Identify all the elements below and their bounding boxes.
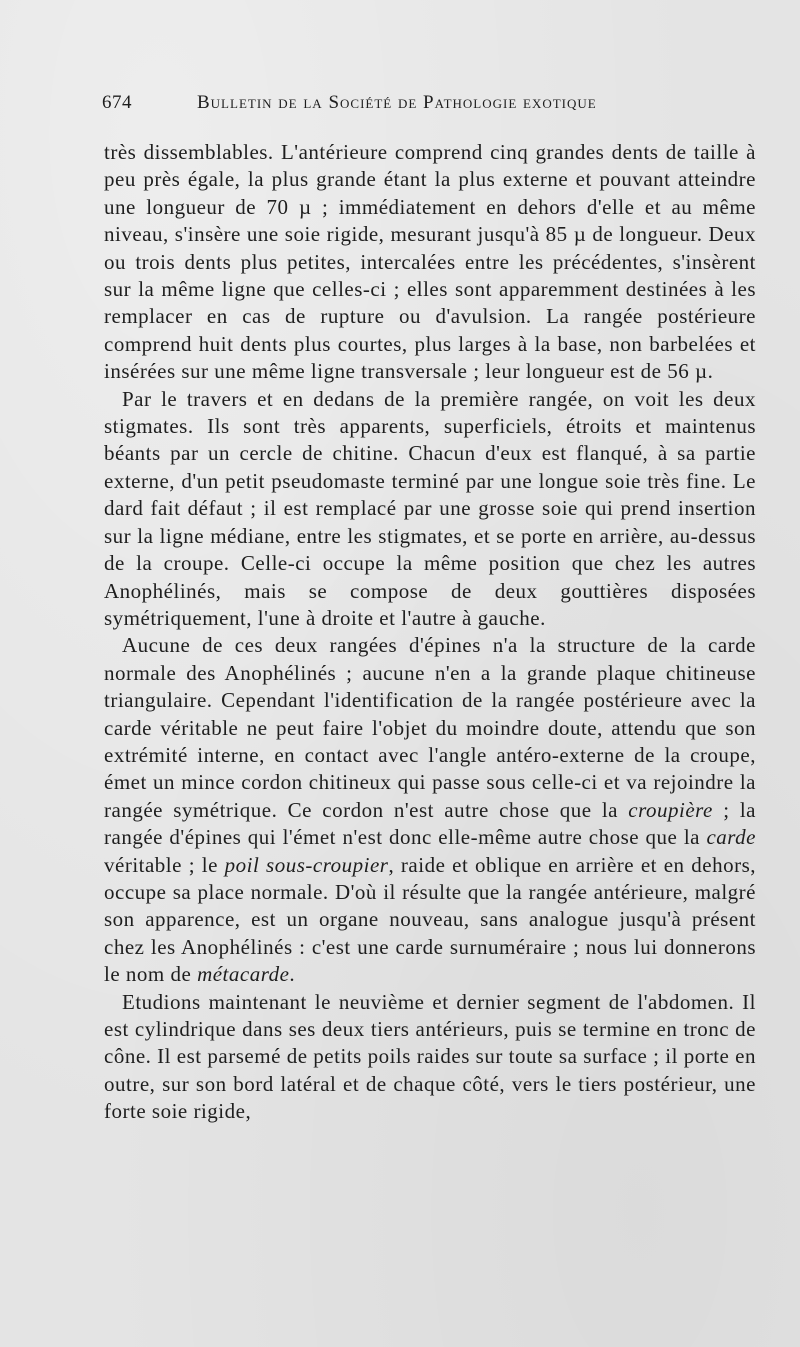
paragraph-3-text-c: véritable ; le: [104, 852, 225, 877]
journal-title: Bulletin de la Société de Pathologie exotique: [197, 92, 597, 113]
paragraph-3-text-end: .: [289, 962, 296, 987]
term-croupiere: croupière: [628, 797, 713, 822]
paragraph-4: Etudions maintenant le neuvième et dernier segment de l'abdomen. Il est cylindrique dans ses deux tiers antérieurs, puis se termine en tronc de cône. Il est parsemé de petits poils raides sur toute sa surface ; il porte en outre, sur son bord latéral et de chaque côté, vers le tiers postérieur, une forte soie rigide,: [104, 989, 756, 1124]
paragraph-3-text-b: ; la rangée d'épines qui l'émet n'est donc elle-même autre chose que la: [104, 797, 756, 850]
term-poil-sous-croupier: poil sous-croupier: [224, 852, 389, 877]
page-number: 674: [102, 92, 132, 113]
paragraph-3-text-d: , raide et oblique en arrière et en dehors, occupe sa place normale. D'où il résulte que la rangée antérieure, malgré son apparence, est un organe nouveau, sans analogue jusqu'à présent chez les Anophélinés : c'est une carde surnuméraire ; nous lui donnerons le nom de: [104, 852, 756, 987]
paragraph-1: très dissemblables. L'antérieure comprend cinq grandes dents de taille à peu près égale, la plus grande étant la plus externe et pouvant atteindre une longueur de 70 µ ; immédiatement en dehors d'elle et au même niveau, s'insère une soie rigide, mesurant jusqu'à 85 µ de longueur. Deux ou trois dents plus petites, intercalées entre les précédentes, s'insèrent sur la même ligne que celles-ci ; elles sont apparemment destinées à les remplacer en cas de rupture ou d'avulsion. La rangée postérieure comprend huit dents plus courtes, plus larges à la base, non barbelées et insérées sur une même ligne transversale ; leur longueur est de 56 µ.: [104, 140, 756, 384]
paragraph-3: [104, 632, 756, 988]
body-text: [104, 139, 756, 1126]
paragraph-2: Par le travers et en dedans de la première rangée, on voit les deux stigmates. Ils sont très apparents, superficiels, étroits et maintenus béants par un cercle de chitine. Chacun d'eux est flanqué, à sa partie externe, d'un petit pseudomaste terminé par une longue soie très fine. Le dard fait défaut ; il est remplacé par une grosse soie qui prend insertion sur la ligne médiane, entre les stigmates, et se porte en arrière, au-dessus de la croupe. Celle-ci occupe la même position que chez les autres Anophélinés, mais se compose de deux gouttières disposées symétriquement, l'une à droite et l'autre à gauche.: [104, 386, 756, 630]
term-metacarde: métacarde: [197, 962, 290, 987]
term-carde: carde: [706, 825, 756, 850]
paragraph-3-text-a: Aucune de ces deux rangées d'épines n'a la structure de la carde normale des Anophélinés ; aucune n'en a la grande plaque chitineuse triangulaire. Cependant l'identification de la rangée postérieure avec la carde véritable ne peut faire l'objet du moindre doute, attendu que son extrémité interne, en contact avec l'angle antéro-externe de la croupe, émet un mince cordon chitineux qui passe sous celle-ci et va rejoindre la rangée symétrique. Ce cordon n'est autre chose que la: [104, 633, 756, 822]
running-head: [102, 92, 742, 118]
